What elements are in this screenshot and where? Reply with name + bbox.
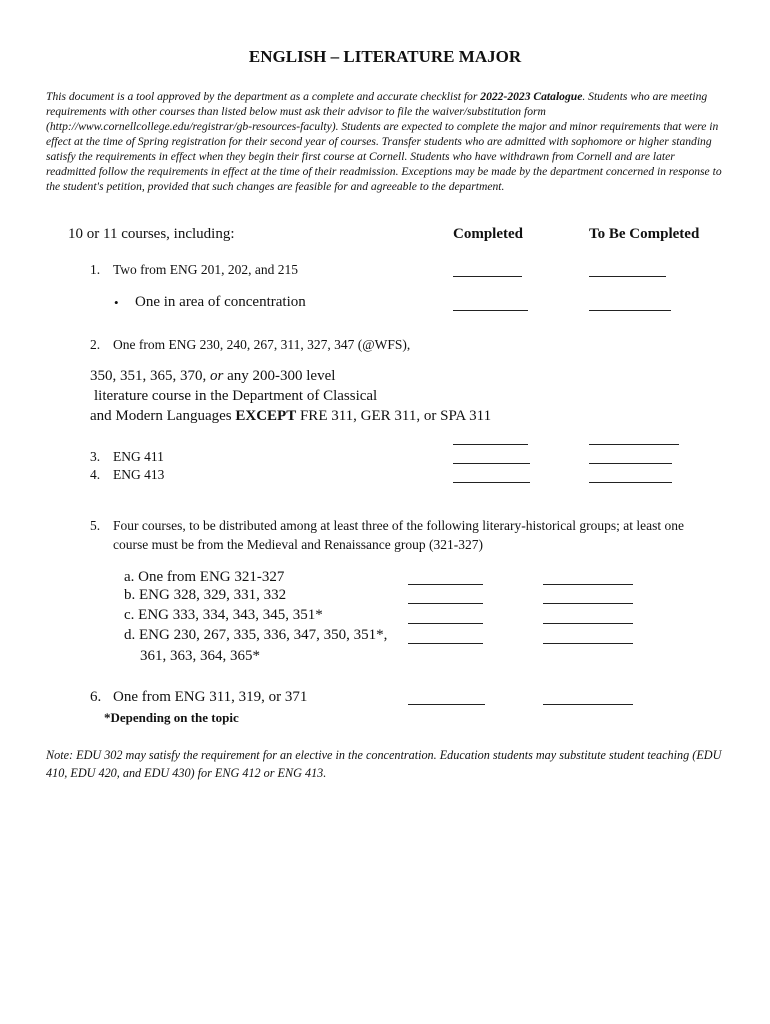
req3-completed-blank[interactable] bbox=[453, 463, 530, 464]
req2-line4-b: FRE 311, GER 311, or SPA 311 bbox=[296, 408, 492, 424]
req2-line2 bbox=[90, 368, 335, 385]
req1-bullet-to-be-completed-blank[interactable] bbox=[589, 310, 671, 311]
req5-number: 5. bbox=[90, 518, 101, 533]
req6-number: 6. bbox=[90, 689, 102, 705]
req5-line1: Four courses, to be distributed among at least three of the following literary-historical groups; at least one bbox=[113, 518, 684, 533]
catalogue-year: 2022-2023 Catalogue bbox=[480, 90, 583, 103]
req4-completed-blank[interactable] bbox=[453, 482, 530, 483]
req2-completed-blank[interactable] bbox=[453, 444, 528, 445]
req4-to-be-completed-blank[interactable] bbox=[589, 482, 672, 483]
req3-number: 3. bbox=[90, 449, 101, 464]
intro-paragraph bbox=[46, 89, 726, 194]
req5a-to-be-completed-blank[interactable] bbox=[543, 584, 633, 585]
req2-line2-or: or bbox=[210, 368, 224, 384]
req2-line3: literature course in the Department of Classical bbox=[94, 388, 378, 404]
req5c-to-be-completed-blank[interactable] bbox=[543, 623, 633, 624]
req3-text: ENG 411 bbox=[113, 449, 164, 464]
to-be-completed-column-header: To Be Completed bbox=[589, 226, 700, 242]
req2-line2-a: 350, 351, 365, 370, bbox=[90, 368, 210, 384]
note-paragraph: Note: EDU 302 may satisfy the requirement for an elective in the concentration. Education students may substitute student teaching (EDU 410, EDU 420, and EDU 430) for ENG 412 or ENG 413. bbox=[46, 748, 722, 780]
intro-text-before: This document is a tool approved by the department as a complete and accurate checklist for bbox=[46, 90, 481, 103]
req2-number: 2. bbox=[90, 337, 101, 352]
req5d-to-be-completed-blank[interactable] bbox=[543, 643, 633, 644]
req5-group-b: b. ENG 328, 329, 331, 332 bbox=[124, 587, 287, 603]
req4-text: ENG 413 bbox=[113, 467, 165, 482]
req5-group-d-line1: d. ENG 230, 267, 335, 336, 347, 350, 351*, bbox=[124, 627, 388, 643]
req6-completed-blank[interactable] bbox=[408, 704, 485, 705]
req6-to-be-completed-blank[interactable] bbox=[543, 704, 633, 705]
req5c-completed-blank[interactable] bbox=[408, 623, 483, 624]
req1-to-be-completed-blank[interactable] bbox=[589, 276, 666, 277]
req1-number: 1. bbox=[90, 262, 101, 277]
req1-completed-blank[interactable] bbox=[453, 276, 522, 277]
courses-header: 10 or 11 courses, including: bbox=[68, 226, 235, 242]
page-title: ENGLISH – LITERATURE MAJOR bbox=[248, 47, 522, 66]
req5a-completed-blank[interactable] bbox=[408, 584, 483, 585]
intro-text-after: . Students who are meeting requirements with other courses than listed below must ask their advisor to file the waiver/substitution form (http://www.cornellcollege.edu/registrar/gb-resources-faculty). Students are expected to complete the major and minor requirements that were in effect at the time of Spring registration for their second year of courses. Transfer students who are admitted with sophomore or higher standing satisfy the requirements in effect when they begin their first course at Cornell. Students who have withdrawn from Cornell and are later readmitted follow the requirements in effect at the time of their readmission. Exceptions may be made by the department concerned in response to the student's petition, provided that such changes are feasible for and agreeable to the department. bbox=[46, 90, 722, 193]
req2-to-be-completed-blank[interactable] bbox=[589, 444, 679, 445]
req4-number: 4. bbox=[90, 467, 101, 482]
req2-line4 bbox=[90, 408, 491, 425]
req5d-completed-blank[interactable] bbox=[408, 643, 483, 644]
completed-column-header: Completed bbox=[453, 226, 523, 242]
req1-text: Two from ENG 201, 202, and 215 bbox=[113, 262, 299, 277]
req1-bullet-completed-blank[interactable] bbox=[453, 310, 528, 311]
req6-text: One from ENG 311, 319, or 371 bbox=[113, 689, 308, 705]
req5-group-a: a. One from ENG 321-327 bbox=[124, 569, 285, 585]
req1-bullet-text: One in area of concentration bbox=[135, 294, 306, 310]
req2-line4-except: EXCEPT bbox=[235, 408, 297, 424]
bullet-icon: • bbox=[114, 295, 119, 310]
req5-group-c: c. ENG 333, 334, 343, 345, 351* bbox=[124, 607, 323, 623]
req5b-completed-blank[interactable] bbox=[408, 603, 483, 604]
req5-group-d-line2: 361, 363, 364, 365* bbox=[140, 648, 260, 664]
req2-line4-a: and Modern Languages bbox=[90, 408, 236, 424]
req3-to-be-completed-blank[interactable] bbox=[589, 463, 672, 464]
req2-line2-b: any 200-300 level bbox=[223, 368, 336, 384]
req2-text: One from ENG 230, 240, 267, 311, 327, 347 (@WFS), bbox=[113, 337, 411, 352]
req5b-to-be-completed-blank[interactable] bbox=[543, 603, 633, 604]
req5-line2: course must be from the Medieval and Renaissance group (321-327) bbox=[113, 537, 484, 552]
topic-footnote: *Depending on the topic bbox=[104, 710, 239, 725]
